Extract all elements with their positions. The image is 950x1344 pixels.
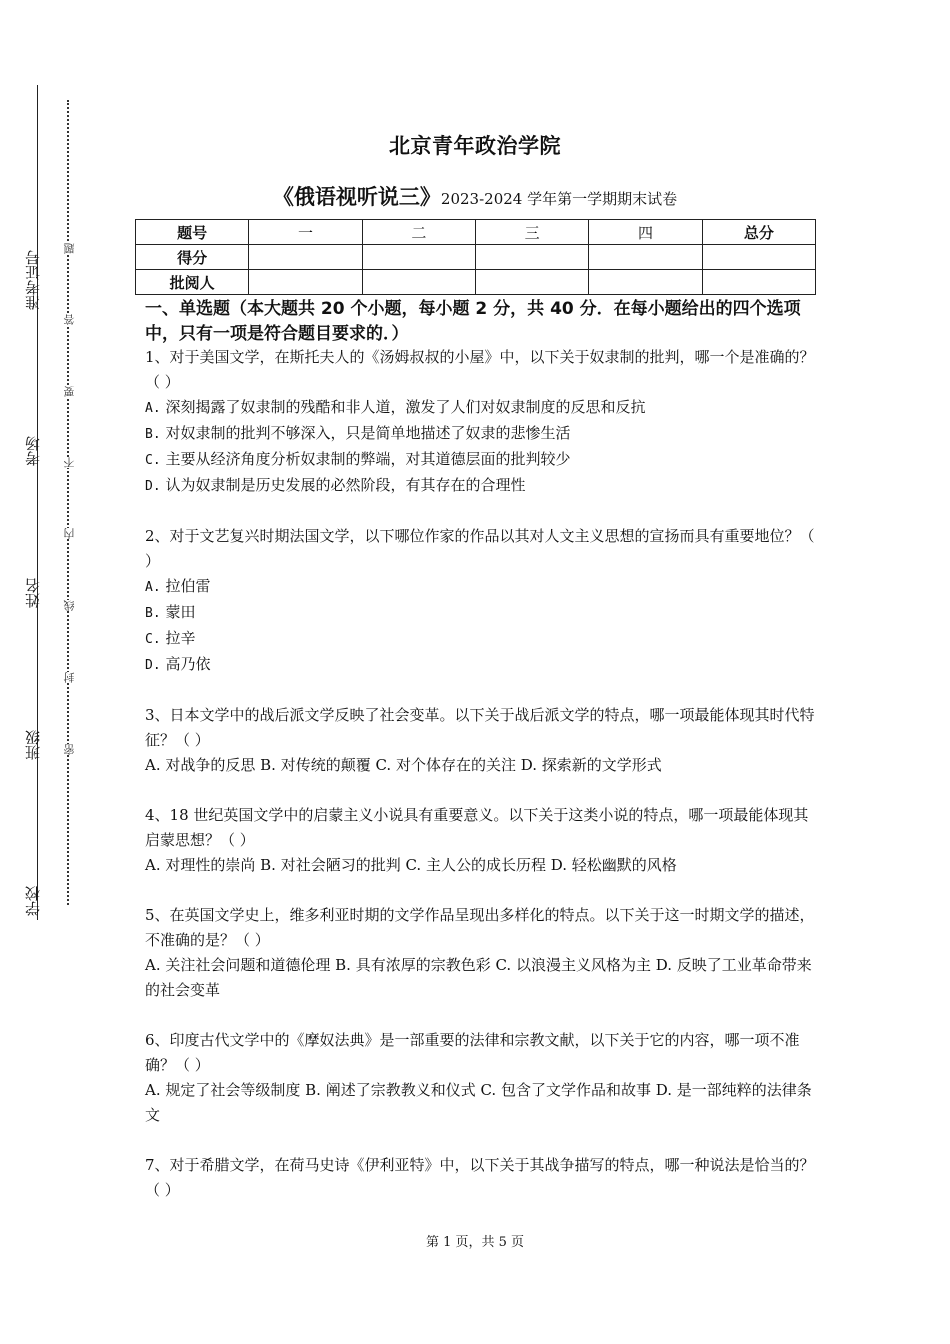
option-label: A.: [145, 401, 161, 416]
table-header-cell: 三: [475, 220, 588, 245]
grader-cell: [475, 270, 588, 295]
score-cell: [475, 245, 588, 270]
binding-field-exam-room: 考场: [24, 436, 42, 466]
course-name: 《俄语视听说三》: [272, 185, 441, 209]
section-heading: 一、单选题（本大题共 20 个小题，每小题 2 分，共 40 分．在每小题给出的四个选项中，只有一项是符合题目要求的．）: [145, 299, 801, 344]
question-stem: 7、对于希腊文学，在荷马史诗《伊利亚特》中，以下关于其战争描写的特点，哪一种说法是恰当的？（ ）: [145, 1156, 815, 1199]
option-d: [145, 473, 815, 499]
score-cell: [362, 245, 475, 270]
option-label: A.: [145, 580, 161, 595]
school-title: 北京青年政治学院: [389, 134, 561, 158]
exam-title: [0, 181, 950, 211]
binding-field-class: 班级: [24, 730, 42, 760]
question-6: [145, 1028, 815, 1128]
option-text: 主要从经济角度分析奴隶制的弊端，对其道德层面的批判较少: [165, 450, 571, 468]
option-text: 深刻揭露了奴隶制的残酷和非人道，激发了人们对奴隶制度的反思和反抗: [165, 398, 646, 416]
binding-notice-char: 内: [63, 528, 76, 539]
option-text: 蒙田: [165, 603, 196, 621]
option-text: 拉辛: [165, 629, 196, 647]
binding-notice-char: 题: [63, 243, 76, 254]
option-b: [145, 421, 815, 447]
question-stem: 4、18 世纪英国文学中的启蒙主义小说具有重要意义。以下关于这类小说的特点，哪一项最能体现其启蒙思想？（ ）: [145, 806, 809, 849]
option-label: C.: [145, 632, 161, 647]
option-d: [145, 652, 815, 678]
option-c: [145, 626, 815, 652]
option-text: 认为奴隶制是历史发展的必然阶段，有其存在的合理性: [165, 476, 526, 494]
page-number: 第 1 页，共 5 页: [425, 1235, 525, 1250]
binding-notice-char: 不: [63, 457, 76, 468]
table-header-cell: 题号: [136, 220, 249, 245]
question-stem: 5、在英国文学史上，维多利亚时期的文学作品呈现出多样化的特点。以下关于这一时期文学的描述，不准确的是？（ ）: [145, 906, 815, 949]
score-table-row: [136, 245, 816, 270]
binding-notice-char: 封: [63, 672, 76, 683]
question-7: [145, 1153, 815, 1203]
score-table-header-row: [136, 220, 816, 245]
option-text: 拉伯雷: [165, 577, 211, 595]
score-cell: [589, 245, 702, 270]
table-header-cell: 一: [249, 220, 362, 245]
question-1: [145, 345, 815, 499]
option-label: D.: [145, 479, 161, 494]
row-label-score: 得分: [136, 245, 249, 270]
binding-field-name: 姓名: [24, 578, 42, 608]
binding-notice-char: 要: [63, 386, 76, 397]
binding-field-school: 学校: [24, 886, 42, 916]
score-table: [135, 219, 816, 295]
question-stem: 6、印度古代文学中的《摩奴法典》是一部重要的法律和宗教文献，以下关于它的内容，哪一项不准确？（ ）: [145, 1031, 800, 1074]
grader-cell: [362, 270, 475, 295]
options-line: A. 关注社会问题和道德伦理 B. 具有浓厚的宗教色彩 C. 以浪漫主义风格为主 D. 反映了工业革命带来的社会变革: [145, 956, 812, 999]
options-line: A. 对战争的反思 B. 对传统的颠覆 C. 对个体存在的关注 D. 探索新的文学形式: [145, 756, 662, 774]
question-5: [145, 903, 815, 1003]
question-4: [145, 803, 815, 878]
question-stem: 3、日本文学中的战后派文学反映了社会变革。以下关于战后派文学的特点，哪一项最能体现其时代特征？（ ）: [145, 706, 815, 749]
question-3: [145, 703, 815, 778]
question-2: [145, 524, 815, 678]
table-header-cell: 二: [362, 220, 475, 245]
option-label: B.: [145, 427, 161, 442]
binding-field-exam-number: 准考证号: [24, 250, 42, 310]
question-stem: 1、对于美国文学，在斯托夫人的《汤姆叔叔的小屋》中，以下关于奴隶制的批判，哪一个是准确的？（ ）: [145, 348, 815, 391]
grader-cell: [589, 270, 702, 295]
option-a: [145, 395, 815, 421]
question-list: [145, 345, 815, 1228]
option-text: 高乃依: [165, 655, 211, 673]
option-c: [145, 447, 815, 473]
option-label: D.: [145, 658, 161, 673]
option-a: [145, 574, 815, 600]
binding-notice-char: 密: [63, 744, 76, 755]
binding-dotted-line: [67, 100, 69, 905]
term-text: 2023-2024 学年第一学期期末试卷: [440, 190, 678, 208]
score-table-row: [136, 270, 816, 295]
score-cell: [249, 245, 362, 270]
option-text: 对奴隶制的批判不够深入，只是简单地描述了奴隶的悲惨生活: [165, 424, 571, 442]
option-label: C.: [145, 453, 161, 468]
table-header-cell: 总分: [702, 220, 815, 245]
options-line: A. 规定了社会等级制度 B. 阐述了宗教教义和仪式 C. 包含了文学作品和故事 D. 是一部纯粹的法律条文: [145, 1081, 812, 1124]
options-line: A. 对理性的崇尚 B. 对社会陋习的批判 C. 主人公的成长历程 D. 轻松幽默的风格: [145, 856, 677, 874]
option-label: B.: [145, 606, 161, 621]
table-header-cell: 四: [589, 220, 702, 245]
binding-notice-char: 答: [63, 314, 76, 325]
binding-notice-char: 线: [63, 600, 76, 611]
row-label-grader: 批阅人: [136, 270, 249, 295]
grader-cell: [249, 270, 362, 295]
grader-cell: [702, 270, 815, 295]
score-cell: [702, 245, 815, 270]
option-b: [145, 600, 815, 626]
question-stem: 2、对于文艺复兴时期法国文学，以下哪位作家的作品以其对人文主义思想的宣扬而具有重要地位？（ ）: [145, 527, 815, 570]
